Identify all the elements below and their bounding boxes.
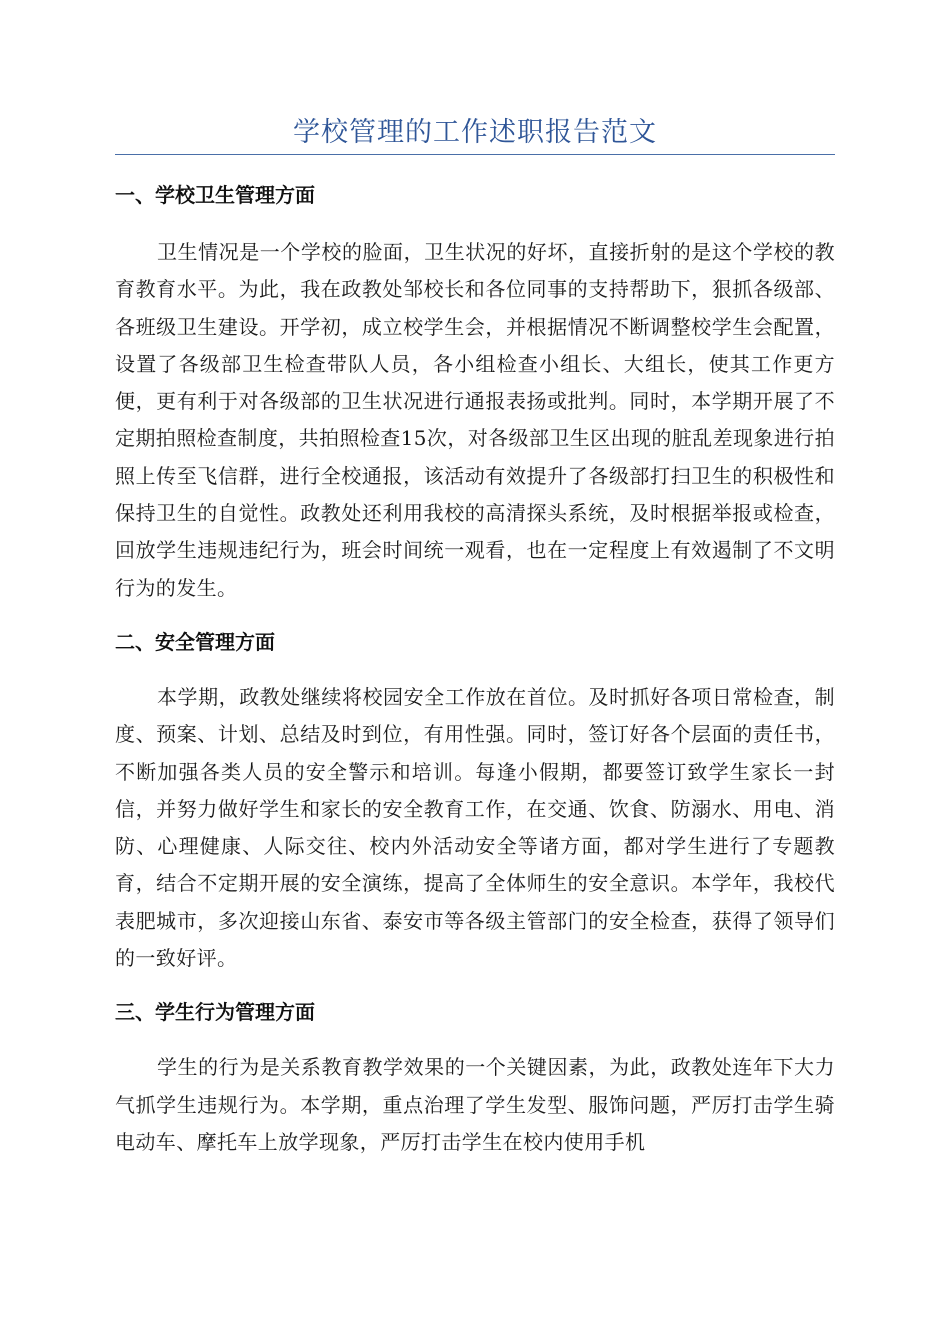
document-title: 学校管理的工作述职报告范文 <box>293 117 657 148</box>
section-body-safety: 本学期，政教处继续将校园安全工作放在首位。及时抓好各项日常检查，制度、预案、计划、总结及时到位，有用性强。同时，签订好各个层面的责任书，不断加强各类人员的安全警示和培训。每逢小假期，都要签订致学生家长一封信，并努力做好学生和家长的安全教育工作，在交通、饮食、防溺水、用电、消防、心理健康、人际交往、校内外活动安全等诸方面，都对学生进行了专题教育，结合不定期开展的安全演练，提高了全体师生的安全意识。本学年，我校代表肥城市，多次迎接山东省、泰安市等各级主管部门的安全检查，获得了领导们的一致好评。 <box>115 684 835 971</box>
document-page <box>115 0 835 1161</box>
section-heading-hygiene: 一、学校卫生管理方面 <box>115 183 315 207</box>
section-heading-safety: 二、安全管理方面 <box>115 629 275 654</box>
title-underline <box>115 154 835 155</box>
section-heading-behavior: 三、学生行为管理方面 <box>115 1000 315 1025</box>
section-body-behavior: 学生的行为是关系教育教学效果的一个关键因素，为此，政教处连年下大力气抓学生违规行为。本学期，重点治理了学生发型、服饰问题，严厉打击学生骑电动车、摩托车上放学现象，严厉打击学生在校内使用手机 <box>115 1055 835 1154</box>
section-body-hygiene: 卫生情况是一个学校的脸面，卫生状况的好坏，直接折射的是这个学校的教育教育水平。为此，我在政教处邹校长和各位同事的支持帮助下，狠抓各级部、各班级卫生建设。开学初，成立校学生会，并根据情况不断调整校学生会配置，设置了各级部卫生检查带队人员，各小组检查小组长、大组长，使其工作更方便，更有利于对各级部的卫生状况进行通报表扬或批判。同时，本学期开展了不定期拍照检查制度，共拍照检查15次，对各级部卫生区出现的脏乱差现象进行拍照上传至飞信群，进行全校通报，该活动有效提升了各级部打扫卫生的积极性和保持卫生的自觉性。政教处还利用我校的高清探头系统，及时根据举报或检查，回放学生违规违纪行为，班会时间统一观看，也在一定程度上有效遏制了不文明行为的发生。 <box>115 240 835 600</box>
